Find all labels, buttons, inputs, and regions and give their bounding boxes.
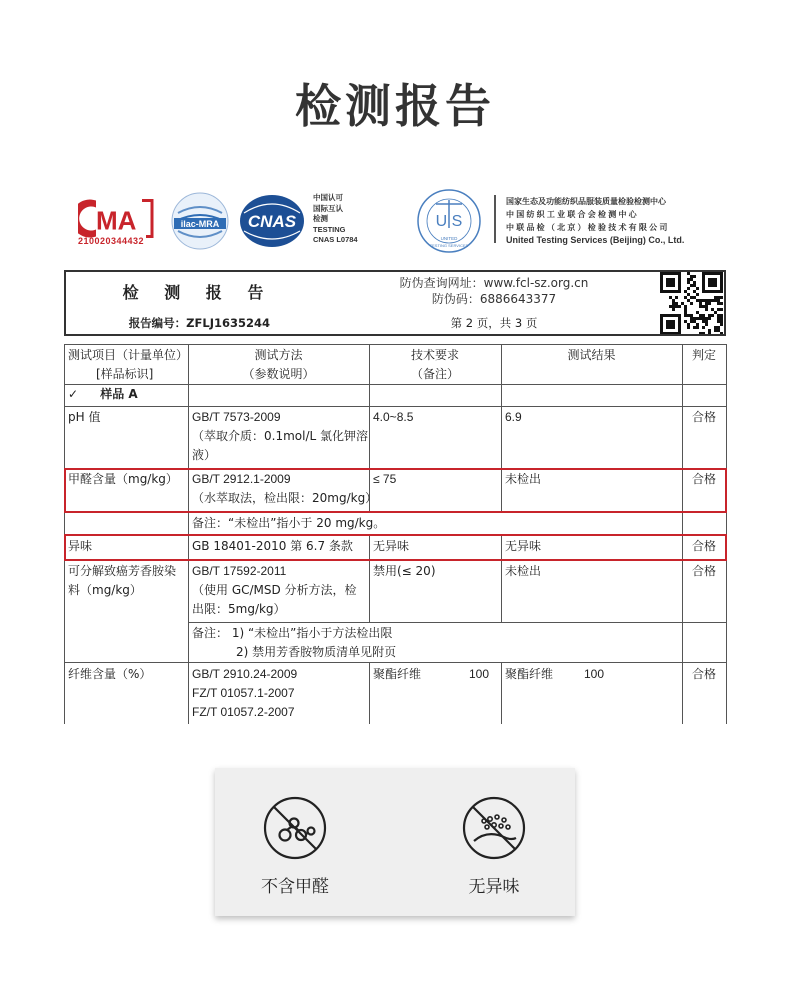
report-number: 报告编号：ZFLJ1635244 <box>128 316 270 330</box>
cnas-caption: 中国认可 国际互认 检测 TESTING CNAS L0784 <box>313 193 358 244</box>
cnas-logo <box>238 193 306 249</box>
odor-verdict: 合格 <box>691 539 716 553</box>
odor-requirement: 无异味 <box>373 539 410 553</box>
badge-label-odor-free: 无异味 <box>468 877 520 897</box>
page-info: 第 2 页，共 3 页 <box>450 316 538 330</box>
formaldehyde-highlight <box>64 468 727 513</box>
header-requirement: 技术要求 （备注） <box>410 348 459 381</box>
amine-method: GB/T 17592-2011 （使用 GC/MSD 分析方法，检 出限：5mg/kg） <box>192 564 357 616</box>
svg-text:UNITED: UNITED <box>440 236 458 241</box>
fiber-result-name: 聚酯纤维 <box>505 667 554 681</box>
ph-item: pH 值 <box>68 410 101 424</box>
amine-verdict: 合格 <box>691 564 716 578</box>
uts-logo <box>416 188 482 254</box>
formaldehyde-result: 未检出 <box>505 472 542 486</box>
cma-number: 210020344432 <box>78 236 145 246</box>
ph-verdict: 合格 <box>691 410 716 424</box>
amine-result: 未检出 <box>505 564 542 578</box>
ilac-mra-logo <box>170 191 230 251</box>
formaldehyde-item: 甲醛含量（mg/kg） <box>68 472 178 486</box>
anti-fake-code: 防伪码：6886643377 <box>431 292 557 306</box>
svg-text:U S: U S <box>435 213 463 230</box>
fiber-verdict: 合格 <box>691 667 716 681</box>
fiber-requirement-value: 100 <box>469 667 490 681</box>
ph-method: GB/T 7573-2009 （萃取介质：0.1mol/L 氯化钾溶 液） <box>192 410 368 462</box>
odor-item: 异味 <box>68 539 93 553</box>
odor-method: GB 18401-2010 第 6.7 条款 <box>192 539 353 553</box>
formaldehyde-verdict: 合格 <box>691 472 716 486</box>
certification-logos <box>0 185 790 260</box>
fiber-requirement-name: 聚酯纤维 <box>373 667 422 681</box>
header-method: 测试方法 （参数说明） <box>242 348 315 381</box>
odor-free-icon <box>462 796 526 860</box>
uts-caption: 国家生态及功能纺织品服装质量检验检测中心 中 国 纺 织 工 业 联 合 会 检 测 中 心 中 联 品 检 （ 北 京 ） 检 验 技 术 有 限 公 司 United Testing Services (Beijing) Co., Ltd. <box>506 197 685 245</box>
svg-text:TESTING SERVICES: TESTING SERVICES <box>429 243 469 248</box>
qr-code-icon <box>660 272 724 334</box>
formaldehyde-method: GB/T 2912.1-2009 （水萃取法，检出限：20mg/kg） <box>192 472 378 505</box>
formaldehyde-free-icon <box>263 796 327 860</box>
results-table <box>64 344 727 724</box>
formaldehyde-note: 备注：“未检出”指小于 20 mg/kg。 <box>192 516 386 530</box>
logo-divider <box>494 195 496 243</box>
amine-note: 备注： 1) “未检出”指小于方法检出限 2) 禁用芳香胺物质清单见附页 <box>192 626 397 659</box>
check-icon: ✓ <box>68 387 79 401</box>
anti-fake-url: 防伪查询网址：www.fcl-sz.org.cn <box>399 276 589 290</box>
fiber-result-value: 100 <box>584 667 605 681</box>
formaldehyde-requirement: ≤ 75 <box>373 472 397 486</box>
svg-text:ilac-MRA: ilac-MRA <box>180 219 220 229</box>
ph-requirement: 4.0~8.5 <box>373 410 414 424</box>
header-result: 测试结果 <box>567 348 616 362</box>
header-item: 测试项目（计量单位） [样品标识] <box>68 348 189 381</box>
ph-result: 6.9 <box>505 410 522 424</box>
svg-text:MA: MA <box>96 205 137 236</box>
svg-text:CNAS: CNAS <box>247 212 297 231</box>
page-title: 检测报告 <box>295 79 495 133</box>
fiber-method: GB/T 2910.24-2009 FZ/T 01057.1-2007 FZ/T 01057.2-2007 <box>192 667 298 719</box>
anti-fake-info <box>330 272 658 310</box>
header-verdict: 判定 <box>691 348 716 362</box>
report-title: 检 测 报 告 <box>122 282 274 302</box>
report-header <box>64 270 726 336</box>
amine-item: 可分解致癌芳香胺染 料（mg/kg） <box>68 564 177 597</box>
fiber-item: 纤维含量（%） <box>68 667 152 681</box>
amine-requirement: 禁用(≤ 20) <box>373 564 436 578</box>
sample-row: ✓ 样品 A <box>68 387 138 401</box>
odor-result: 无异味 <box>505 539 542 553</box>
odor-highlight <box>64 534 727 561</box>
badge-label-formaldehyde-free: 不含甲醛 <box>261 877 329 897</box>
feature-badges-card <box>215 768 575 916</box>
